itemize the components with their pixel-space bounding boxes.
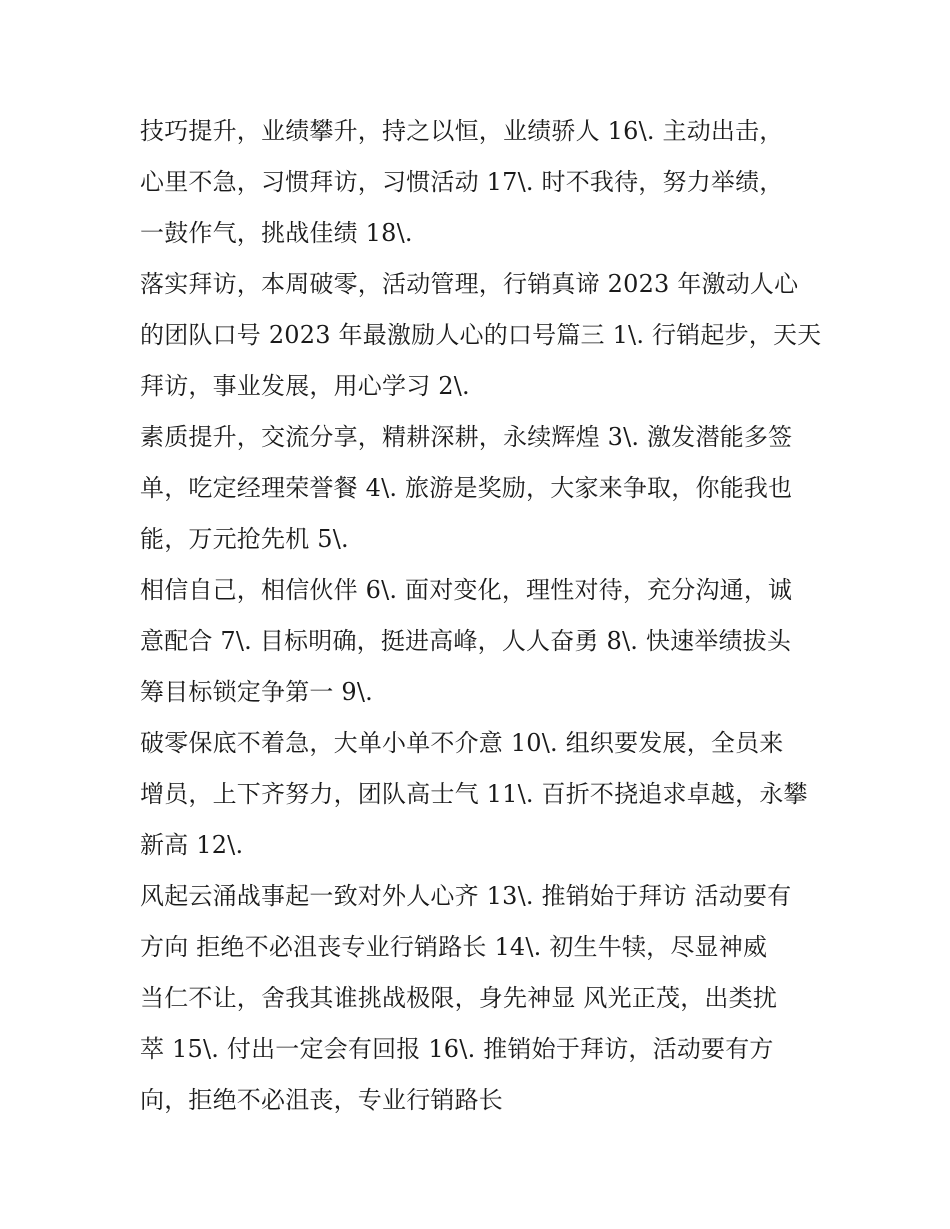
text-line: 的团队口号 2023 年最激励人心的口号篇三 1\. 行销起步，天天 — [140, 321, 822, 349]
text-line: 意配合 7\. 目标明确，挺进高峰，人人奋勇 8\. 快速举绩拔头 — [140, 627, 792, 655]
document-body — [140, 106, 840, 1126]
text-line: 拜访，事业发展，用心学习 2\. — [140, 372, 470, 400]
text-line: 素质提升，交流分享，精耕深耕，永续辉煌 3\. 激发潜能多签 — [140, 423, 793, 451]
text-line: 能，万元抢先机 5\. — [140, 525, 349, 553]
text-line: 萃 15\. 付出一定会有回报 16\. 推销始于拜访，活动要有方 — [140, 1035, 774, 1063]
text-line: 一鼓作气，挑战佳绩 18\. — [140, 219, 413, 247]
text-line: 破零保底不着急，大单小单不介意 10\. 组织要发展，全员来 — [140, 729, 784, 757]
text-line: 当仁不让，舍我其谁挑战极限，身先神显 风光正茂，出类扰 — [140, 984, 778, 1012]
text-line: 新高 12\. — [140, 831, 244, 859]
text-line: 技巧提升，业绩攀升，持之以恒，业绩骄人 16\. 主动出击， — [140, 117, 784, 145]
text-line: 风起云涌战事起一致对外人心齐 13\. 推销始于拜访 活动要有 — [140, 882, 792, 910]
text-line: 心里不急，习惯拜访，习惯活动 17\. 时不我待，努力举绩， — [140, 168, 784, 196]
text-line: 落实拜访，本周破零，活动管理，行销真谛 2023 年激动人心 — [140, 270, 799, 298]
text-line: 方向 拒绝不必沮丧专业行销路长 14\. 初生牛犊，尽显神威 — [140, 933, 768, 961]
text-line: 单，吃定经理荣誉餐 4\. 旅游是奖励，大家来争取，你能我也 — [140, 474, 793, 502]
text-line: 相信自己，相信伙伴 6\. 面对变化，理性对待，充分沟通，诚 — [140, 576, 793, 604]
text-line: 增员，上下齐努力，团队高士气 11\. 百折不挠追求卓越，永攀 — [140, 780, 808, 808]
text-line: 向，拒绝不必沮丧，专业行销路长 — [140, 1086, 503, 1114]
text-line: 筹目标锁定争第一 9\. — [140, 678, 374, 706]
